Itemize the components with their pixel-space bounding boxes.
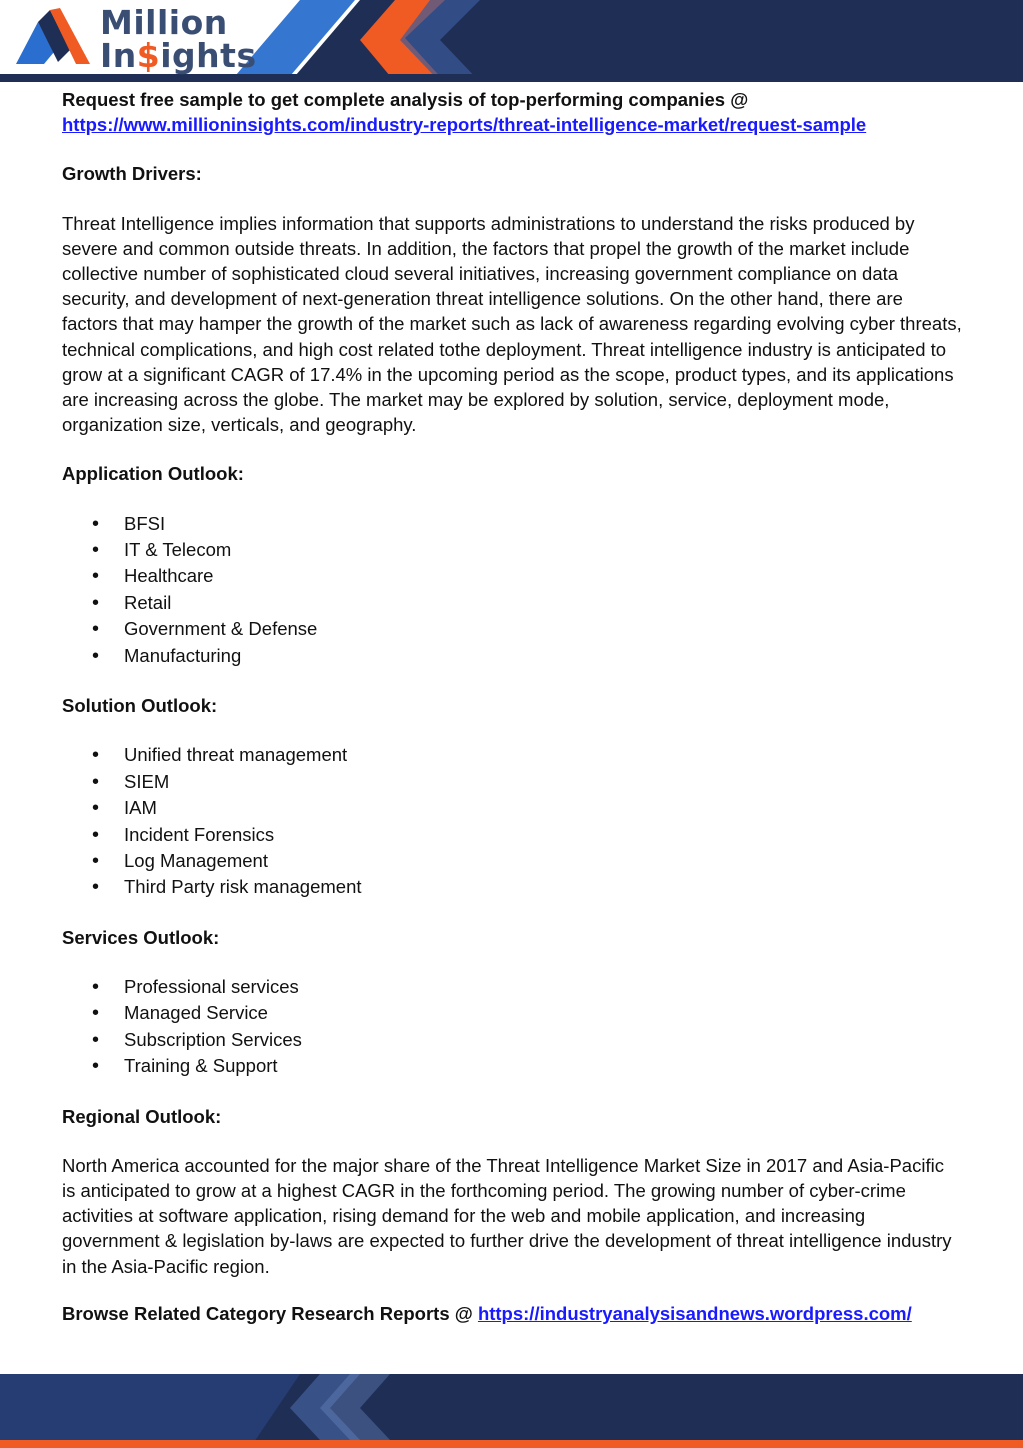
header-banner: [0, 0, 1023, 82]
list-item: • SIEM: [62, 769, 962, 795]
list-item: • Log Management: [62, 848, 962, 874]
list-item: • Third Party risk management: [62, 874, 962, 900]
services-outlook-heading: Services Outlook:: [62, 926, 220, 948]
logo-name-line2: [100, 36, 257, 75]
list-item: • IAM: [62, 795, 962, 821]
logo[interactable]: [100, 3, 257, 75]
growth-drivers-paragraph: Threat Intelligence implies information that supports administrations to understand the risks produced by severe and common outside threats. In addition, the factors that propel the growth of the market include collective number of sophisticated cloud several initiatives, increasing government compliance on data security, and development of next-generation threat intelligence solutions. On the other hand, there are factors that may hamper the growth of the market such as lack of awareness regarding evolving cyber threats, technical complications, and high cost related tothe deployment. Threat intelligence industry is anticipated to grow at a significant CAGR of 17.4% in the upcoming period as the scope, product types, and its applications are increasing across the globe. The market may be explored by solution, service, deployment mode, organization size, verticals, and geography.: [62, 212, 962, 436]
list-item: • Training & Support: [62, 1053, 962, 1079]
regional-outlook-heading: Regional Outlook:: [62, 1105, 222, 1127]
solution-outlook-list: [62, 742, 962, 900]
services-outlook-list: [62, 974, 962, 1080]
regional-outlook-paragraph: North America accounted for the major share of the Threat Intelligence Market Size in 2017 and Asia-Pacific is anticipated to grow at a highest CAGR in the forthcoming period. The growing number of cyber-crime activities at software application, rising demand for the web and mobile application, and increasing government & legislation by-laws are expected to further drive the development of threat intelligence industry in the Asia-Pacific region.: [62, 1154, 952, 1277]
list-item: • IT & Telecom: [62, 537, 962, 563]
logo-line2-prefix: In: [100, 36, 137, 75]
list-item: • Healthcare: [62, 563, 962, 589]
logo-mountain-icon: [8, 2, 108, 82]
footer-graphic: [0, 1374, 1023, 1448]
list-item: • BFSI: [62, 511, 962, 537]
list-item: • Professional services: [62, 974, 962, 1000]
list-item: • Incident Forensics: [62, 822, 962, 848]
list-item: • Unified threat management: [62, 742, 962, 768]
request-sample-text: Request free sample to get complete analysis of top-performing companies @: [62, 89, 749, 110]
logo-line2-suffix: ights: [160, 36, 257, 75]
related-reports-text: Browse Related Category Research Reports @: [62, 1302, 473, 1324]
related-reports-line: [62, 1301, 962, 1326]
list-item: • Retail: [62, 590, 962, 616]
document-body: [62, 87, 962, 1326]
logo-name-line1: Million: [100, 3, 228, 42]
related-reports-link[interactable]: https://industryanalysisandnews.wordpress.com/: [477, 1302, 912, 1324]
list-item: • Manufacturing: [62, 643, 962, 669]
request-sample-link[interactable]: https://www.millioninsights.com/industry-reports/threat-intelligence-market/request-sample: [62, 114, 867, 136]
application-outlook-heading: Application Outlook:: [62, 463, 244, 485]
application-outlook-list: [62, 511, 962, 669]
list-item: • Subscription Services: [62, 1027, 962, 1053]
footer-banner: [0, 1374, 1023, 1448]
solution-outlook-heading: Solution Outlook:: [62, 695, 218, 717]
growth-drivers-heading: Growth Drivers:: [62, 163, 202, 185]
list-item: • Managed Service: [62, 1000, 962, 1026]
logo-dollar-sign: $: [136, 36, 161, 75]
list-item: • Government & Defense: [62, 616, 962, 642]
